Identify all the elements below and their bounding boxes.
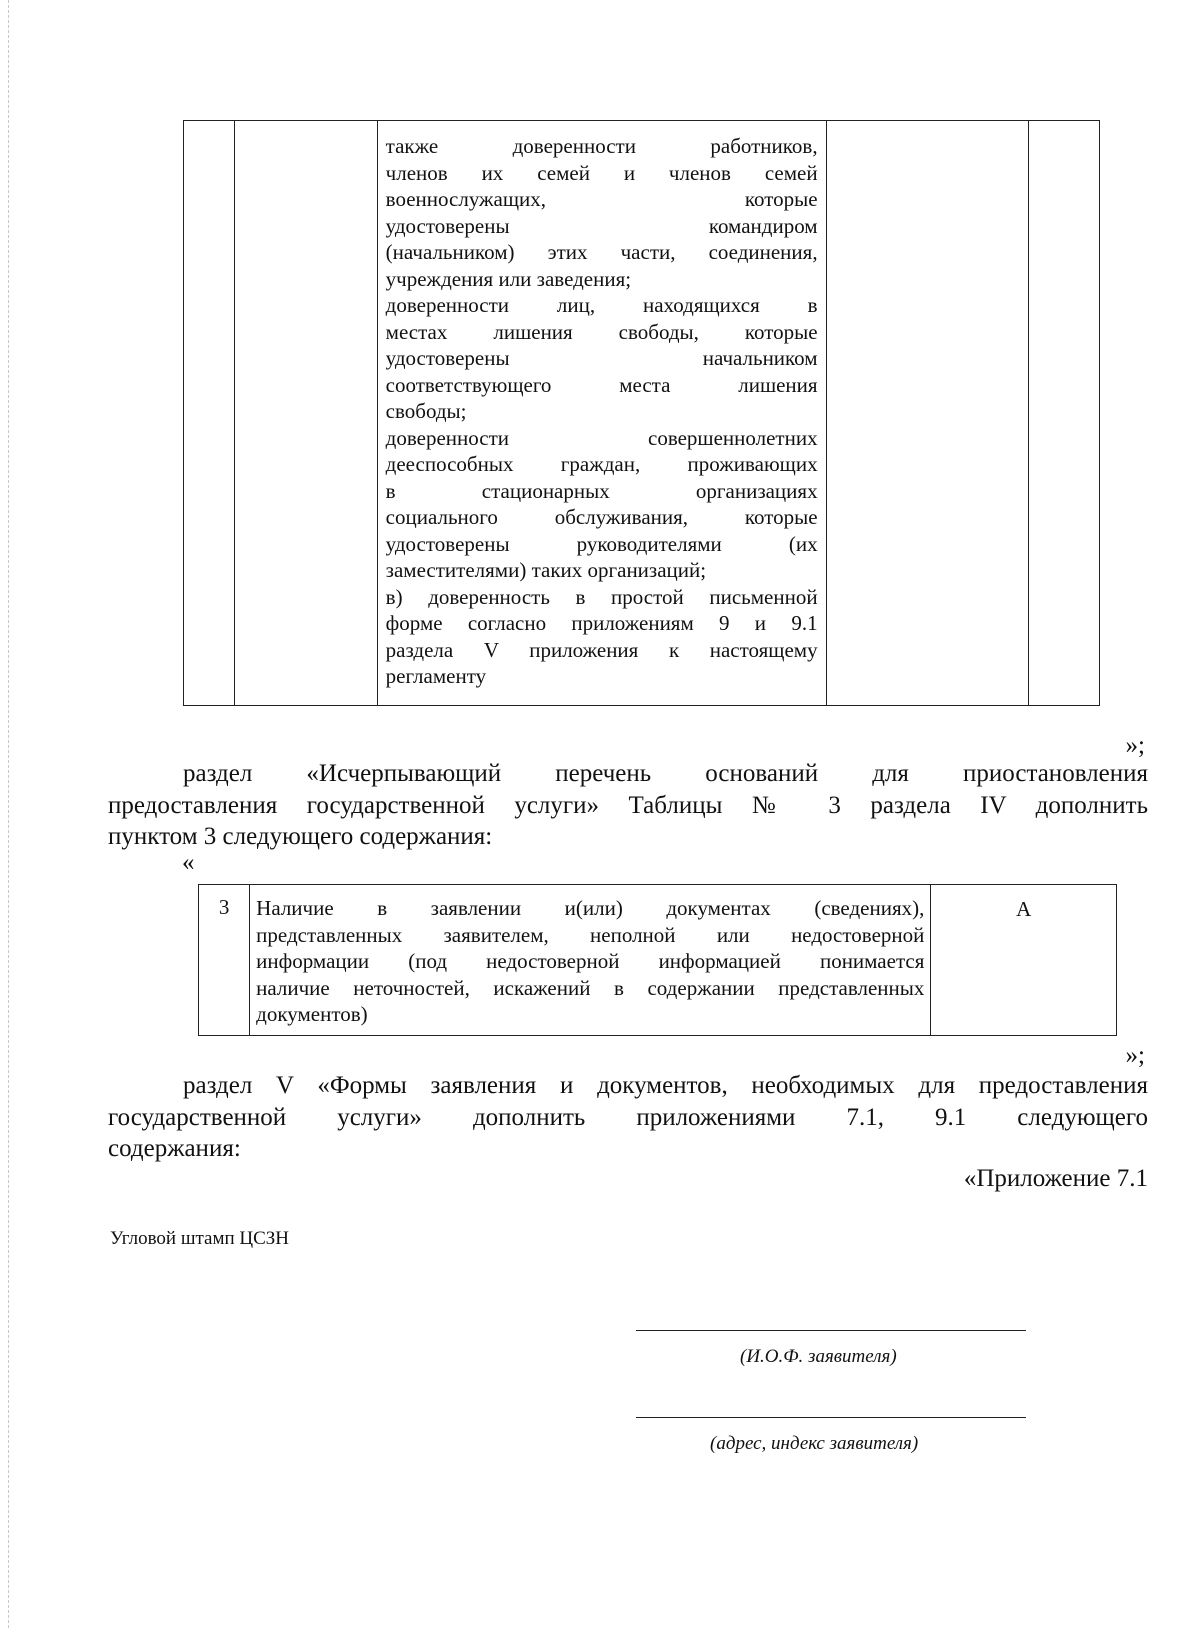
cell-line: дееспособных граждан, проживающих [385,452,818,476]
cell-line: информации (под недостоверной информацией понимается [256,949,925,973]
cell-line: также доверенности работников, [385,134,818,158]
cell-line: военнослужащих, которые [385,187,818,211]
cell-line: доверенности лиц, находящихся в [385,293,818,317]
cell-line: (начальником) этих части, соединения, [385,240,818,264]
table-row [184,121,1100,706]
ground-code: А [931,885,1117,1036]
paragraph-line: предоставления государственной услуги» Таблицы № 3 раздела IV дополнить [108,791,1148,819]
paragraph-section-v [108,1070,1148,1165]
cell-line: в) доверенность в простой письменной [385,584,818,609]
table-grounds [198,884,1117,1036]
name-signature-line [636,1330,1026,1331]
cell-line: удостоверены руководителями (их [385,531,818,556]
cell-line: социального обслуживания, которые [385,505,818,529]
cell-line: в стационарных организациях [385,478,818,503]
paragraph-line: раздел V «Формы заявления и документов, необходимых для предоставления [183,1072,1148,1099]
cell-line: соответствующего места лишения [385,372,818,397]
cell-line: регламенту [385,664,487,688]
table-cell-text [377,121,826,706]
name-caption: (И.О.Ф. заявителя) [740,1346,897,1367]
ground-description [250,885,931,1036]
table-cell-empty [235,121,377,706]
cell-line: наличие неточностей, искажений в содержании представленных [256,975,925,1000]
paragraph-line: государственной услуги» дополнить приложениями 7.1, 9.1 следующего [108,1103,1148,1131]
paragraph-line: содержания: [108,1135,241,1162]
table-cell-empty [1029,121,1100,706]
table-cell-empty [184,121,235,706]
paragraph-line: пунктом 3 следующего содержания: [108,823,493,850]
cell-line: местах лишения свободы, которые [385,319,818,344]
opening-quote: « [182,849,195,876]
cell-line: заместителями) таких организаций; [385,558,707,582]
closing-quote: »; [1125,732,1145,759]
row-number: 3 [199,885,250,1036]
cell-line: доверенности совершеннолетних [385,425,818,450]
paragraph-line: раздел «Исчерпывающий перечень оснований для приостановления [183,760,1148,787]
cell-line: учреждения или заведения; [385,266,632,291]
cell-line: Наличие в заявлении и(или) документах (сведениях), [256,896,925,920]
cell-line: документов) [256,1002,368,1026]
cell-line: форме согласно приложениям 9 и 9.1 [385,611,818,635]
page-edge-mark [8,0,9,1628]
table-cell-empty [826,121,1029,706]
stamp-label: Угловой штамп ЦСЗН [110,1228,290,1249]
cell-line: свободы; [385,399,467,423]
cell-line: представленных заявителем, неполной или недостоверной [256,922,925,947]
table-top [183,120,1100,706]
appendix-heading: «Приложение 7.1 [963,1165,1148,1192]
cell-line: раздела V приложения к настоящему [385,637,818,662]
address-caption: (адрес, индекс заявителя) [710,1433,919,1454]
address-signature-line [636,1417,1026,1418]
cell-line: удостоверены командиром [385,213,818,238]
cell-line: удостоверены начальником [385,346,818,370]
cell-line: членов их семей и членов семей [385,160,818,185]
paragraph-section-iv [108,758,1148,853]
closing-quote: »; [1125,1042,1145,1069]
table-row [199,885,1117,1036]
